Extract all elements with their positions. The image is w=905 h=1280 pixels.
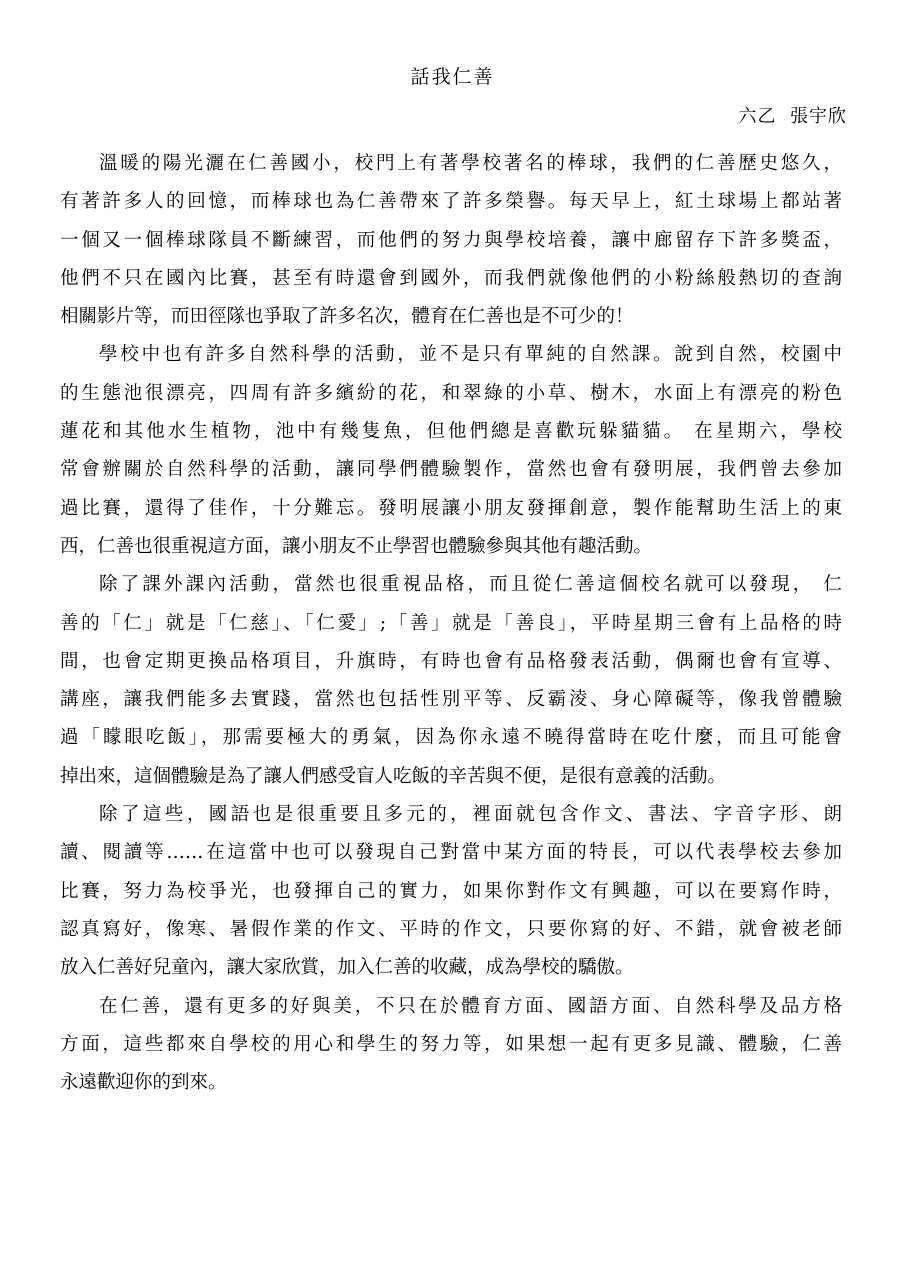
text-line: 有著許多人的回憶，而棒球也為仁善帶來了許多榮譽。每天早上，紅土球場上都站著 — [60, 191, 842, 213]
text-line: 他們不只在國內比賽，甚至有時還會到國外，而我們就像他們的小粉絲般熱切的查詢 — [60, 267, 842, 289]
text-line: 過比賽，還得了佳作，十分難忘。發明展讓小朋友發揮創意，製作能幫助生活上的東 — [60, 497, 842, 519]
text-line: 蓮花和其他水生植物，池中有幾隻魚，但他們總是喜歡玩躲貓貓。 在星期六，學校 — [60, 421, 842, 443]
text-line: 除了課外課內活動，當然也很重視品格，而且從仁善這個校名就可以發現， 仁 — [99, 574, 842, 596]
text-line: 講座，讓我們能多去實踐，當然也包括性別平等、反霸淩、身心障礙等，像我曾體驗 — [60, 689, 842, 711]
text-line: 掉出來，這個體驗是為了讓人們感受盲人吃飯的辛苦與不便，是很有意義的活動。 — [60, 765, 727, 787]
text-line: 學校中也有許多自然科學的活動，並不是只有單純的自然課。說到自然，校園中 — [99, 344, 842, 366]
text-line: 西，仁善也很重視這方面，讓小朋友不止學習也體驗參與其他有趣活動。 — [60, 535, 653, 557]
paragraph — [60, 988, 842, 1103]
text-line: 溫暖的陽光灑在仁善國小，校門上有著學校著名的棒球，我們的仁善歷史悠久， — [99, 153, 842, 174]
text-line: 認真寫好，像寒、暑假作業的作文、平時的作文，只要你寫的好、不錯，就會被老師 — [60, 918, 842, 940]
text-line: 過「矇眼吃飯」，那需要極大的勇氣，因為你永遠不曉得當時在吃什麼，而且可能會 — [60, 727, 842, 749]
text-line: 除了這些，國語也是很重要且多元的，裡面就包含作文、書法、字音字形、朗 — [99, 804, 842, 826]
text-line: 間，也會定期更換品格項目，升旗時，有時也會有品格發表活動，偶爾也會有宣導、 — [60, 650, 842, 672]
text-line: 永遠歡迎你的到來。 — [60, 1072, 227, 1094]
text-line: 讀、閱讀等……在這當中也可以發現自己對當中某方面的特長，可以代表學校去參加 — [60, 842, 842, 864]
paragraph — [60, 145, 842, 336]
text-line: 一個又一個棒球隊員不斷練習，而他們的努力與學校培養，讓中廊留存下許多獎盃， — [60, 229, 842, 251]
text-line: 比賽，努力為校爭光，也發揮自己的實力，如果你對作文有興趣，可以在要寫作時， — [60, 880, 842, 902]
paragraph — [60, 566, 842, 796]
text-line: 相關影片等，而田徑隊也爭取了許多名次，體育在仁善也是不可少的！ — [60, 306, 634, 328]
text-line: 方面，這些都來自學校的用心和學生的努力等，如果想一起有更多見識、體驗，仁善 — [60, 1033, 842, 1055]
text-line: 放入仁善好兒童內，讓大家欣賞，加入仁善的收藏，成為學校的驕傲。 — [60, 957, 634, 979]
paragraph — [60, 796, 842, 987]
text-line: 的生態池很漂亮，四周有許多繽紛的花，和翠綠的小草、樹木，水面上有漂亮的粉色 — [60, 382, 842, 404]
text-line: 常會辦關於自然科學的活動，讓同學們體驗製作，當然也會有發明展，我們曾去參加 — [60, 459, 842, 481]
text-line: 在仁善，還有更多的好與美，不只在於體育方面、國語方面、自然科學及品方格 — [99, 995, 842, 1017]
paragraph — [60, 336, 842, 566]
essay-body — [60, 145, 842, 1102]
author-line: 六乙 張宇欣 — [738, 106, 847, 127]
text-line: 善的「仁」就是「仁慈」、「仁愛」;「善」就是「善良」，平時星期三會有上品格的時 — [60, 612, 842, 634]
document-title: 話我仁善 — [410, 66, 495, 88]
